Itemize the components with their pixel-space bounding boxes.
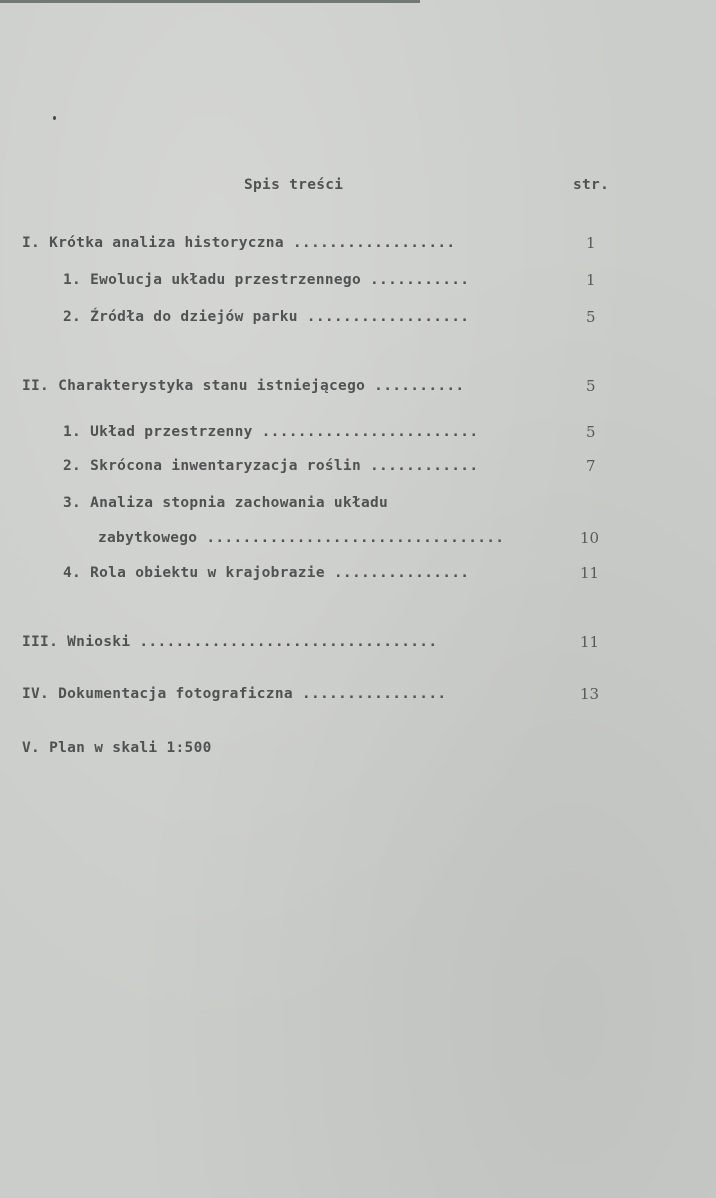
toc-page-number: 5 [586, 377, 596, 395]
toc-subentry: 2. Źródła do dziejów parku .................. [63, 309, 470, 325]
toc-page-number: 1 [586, 271, 596, 289]
toc-subentry-continuation: zabytkowego ................................. [98, 530, 505, 546]
page-column-label: str. [573, 177, 610, 193]
toc-page-number: 5 [586, 308, 596, 326]
toc-page-number: 7 [586, 457, 596, 475]
toc-page-number: 1 [586, 234, 596, 252]
page-top-edge [0, 0, 420, 3]
toc-entry: IV. Dokumentacja fotograficzna ................ [22, 686, 447, 702]
toc-page-number: 11 [580, 564, 600, 582]
toc-title: Spis treści [244, 177, 344, 193]
toc-subentry: 1. Układ przestrzenny ........................ [63, 424, 479, 440]
toc-entry: II. Charakterystyka stanu istniejącego .......... [22, 378, 465, 394]
toc-page-number: 13 [580, 685, 600, 703]
toc-subentry: 2. Skrócona inwentaryzacja roślin ............ [63, 458, 479, 474]
toc-page-number: 5 [586, 423, 596, 441]
toc-entry: III. Wnioski ................................. [22, 634, 438, 650]
toc-entry: I. Krótka analiza historyczna .................. [22, 235, 456, 251]
toc-page-number: 11 [580, 633, 600, 651]
ink-speck [53, 116, 56, 120]
toc-subentry: 3. Analiza stopnia zachowania układu [63, 495, 389, 511]
toc-entry: V. Plan w skali 1:500 [22, 740, 212, 756]
toc-subentry: 1. Ewolucja układu przestrzennego ........... [63, 272, 470, 288]
toc-page-number: 10 [580, 529, 600, 547]
toc-subentry: 4. Rola obiektu w krajobrazie ............... [63, 565, 470, 581]
